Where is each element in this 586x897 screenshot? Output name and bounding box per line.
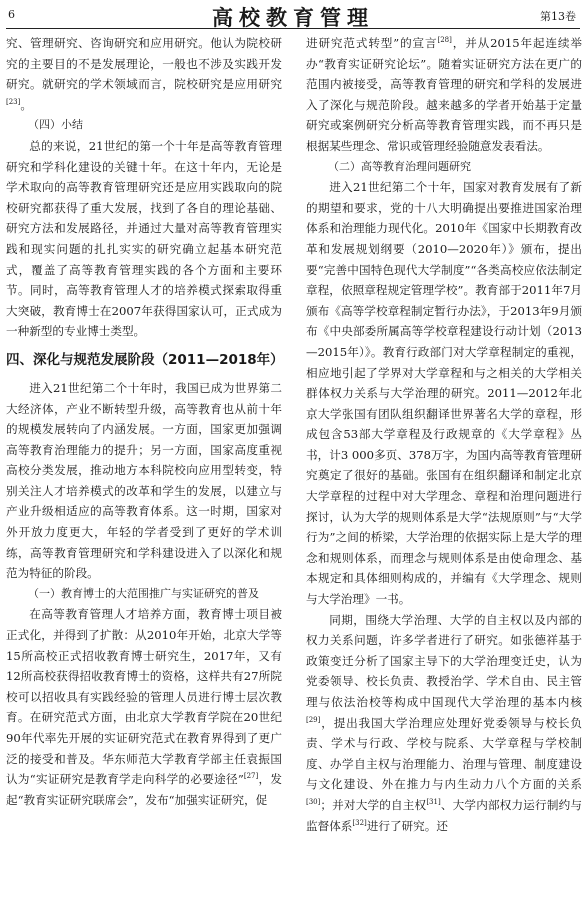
citation: [29] [306,715,321,724]
left-column [6,33,282,810]
citation: [23] [6,97,21,106]
citation: [32] [352,818,367,827]
paragraph: 进研究范式转型”的宣言[28]，并从2015年起连续举办“教育实证研究论坛”。随着实证研究方法在更广的范围内被接受，高等教育管理的研究和学科的发展进入了深化与规范阶段。越来越多的学者开始基于定量研究或案例研究分析高等教育管理实践，而不再只是根据某些理念、常识或管理经验随意发表看法。 [306,36,582,153]
paragraph: 总的来说，21世纪的第一个十年是高等教育管理研究和学科化建设的关键十年。在这十年内，无论是学术取向的高等教育管理研究还是应用实践取向的院校研究都获得了重大发展，找到了各自的理论基础、研究方法和发展路径，并通过大量对高等教育管理实践和现实问题的扎扎实实的研究确立起基本研究范式，覆盖了高等教育管理实践的各个方面和主要环节。同时，高等教育管理人才的培养模式探索取得重大突破，教育博士在2007年获得国家认可，正式成为一种新型的专业博士类型。 [6,138,282,339]
page-number: 6 [8,8,15,21]
paragraph: 同期，围绕大学治理、大学的自主权以及内部的权力关系问题，许多学者进行了研究。如张德祥基于政策变迁分析了国家主导下的大学治理变迁史，认为党委领导、校长负责、教授治学、学术自由、民主管理与依法治校等构成中国现代大学治理的基本内核[29]，提出我国大学治理应处理好党委领导与校长负责、学术与行政、学校与院系、大学章程与学校制度、办学自主权与治理能力、治理与管理、制度建设与文化建设、外在推力与内生动力八个方面的关系[30]；并对大学的自主权[31]、大学内部权力运行制约与监督体系[32]进行了研究。还 [306,612,582,833]
paragraph: 进入21世纪第二个十年，国家对教育发展有了新的期望和要求，党的十八大明确提出要推进国家治理体系和治理能力现代化。2010年《国家中长期教育改革和发展规划纲要（2010—2020年）》颁布，提出要“完善中国特色现代大学制度”“各类高校应依法制定章程，依照章程规定管理学校”。教育部于2011年7月颁布《高等学校章程制定暂行办法》，于2013年9月颁布《中央部委所属高等学校章程建设行动计划（2013—2015年）》。教育行政部门对大学章程制定的重视，相应地引起了学界对大学章程和与之相关的大学相关群体权力关系与大学治理的研究。2011—2012年北京大学张国有团队组织翻译世界著名大学的章程，形成包含53部大学章程及行政规章的《大学章程》丛书，计3 000多页、378万字，为国内高等教育管理研究奠定了很好的基础。张国有在组织翻译和制定北京大学章程的过程中对大学理念、章程和治理问题进行探讨，认为大学的规则体系是大学“法规原则”与“大学行为”之间的桥梁，大学治理的依据实际上是大学的理念和规则体系，而理念与规则体系是由使命理念、基本规定和具体细则构成的，并编有《大学理念、规则与大学治理》一书。 [306,180,582,607]
paragraph: 在高等教育管理人才培养方面，教育博士项目被正式化，并得到了扩散：从2010年开始，北京大学等15所高校正式招收教育博士研究生，2017年，又有12所高校获得招收教育博士的资格，这样共有27所院校可以招收具有实践经验的管理人员进行博士层次教育。在研究范式方面，由北京大学教育学院在20世纪90年代率先开展的实证研究范式在教育界得到了更广泛的接受和普及。华东师范大学教育学部主任袁振国认为“实证研究是教育学走向科学的必要途径”[27]，发起“教育实证研究联席会”，发布“加强实证研究，促 [6,607,282,807]
header-rule [6,28,580,29]
citation: [27] [243,772,259,781]
journal-title: 高校教育管理 [212,5,374,30]
issue-label: 第13卷 [540,10,576,23]
page-header [0,0,586,30]
citation: [30] [306,798,321,807]
subsection-heading: （一）教育博士的大范围推广与实证研究的普及 [28,586,259,600]
right-column [306,33,582,836]
citation: [28] [437,36,452,45]
section-heading: 四、深化与规范发展阶段（2011—2018年） [6,351,284,368]
subsection-heading: （四）小结 [28,118,83,132]
paragraph: 进入21世纪第二个十年时，我国已成为世界第二大经济体，产业不断转型升级，高等教育也从前十年的规模发展转向了内涵发展。一方面，国家更加强调高等教育治理能力的提升；另一方面，国家高度重视高校分类发展，推动地方本科院校向应用型转变，特别关注人才培养模式的改革和学生的发展，以建立与产业升级相适应的高等教育体系。这一时期，国家对外开放力度更大，年轻的学者受到了更好的学术训练，高等教育管理研究和学科建设进入了以深化和规范为特征的阶段。 [6,380,282,581]
subsection-heading: （二）高等教育治理问题研究 [328,159,471,173]
citation: [31] [426,798,441,807]
paragraph: 究、管理研究、咨询研究和应用研究。他认为院校研究的主要目的不是发展理论，一般也不涉及实践开发研究。就研究的学术领域而言，院校研究是应用研究[23]。 [6,36,282,112]
